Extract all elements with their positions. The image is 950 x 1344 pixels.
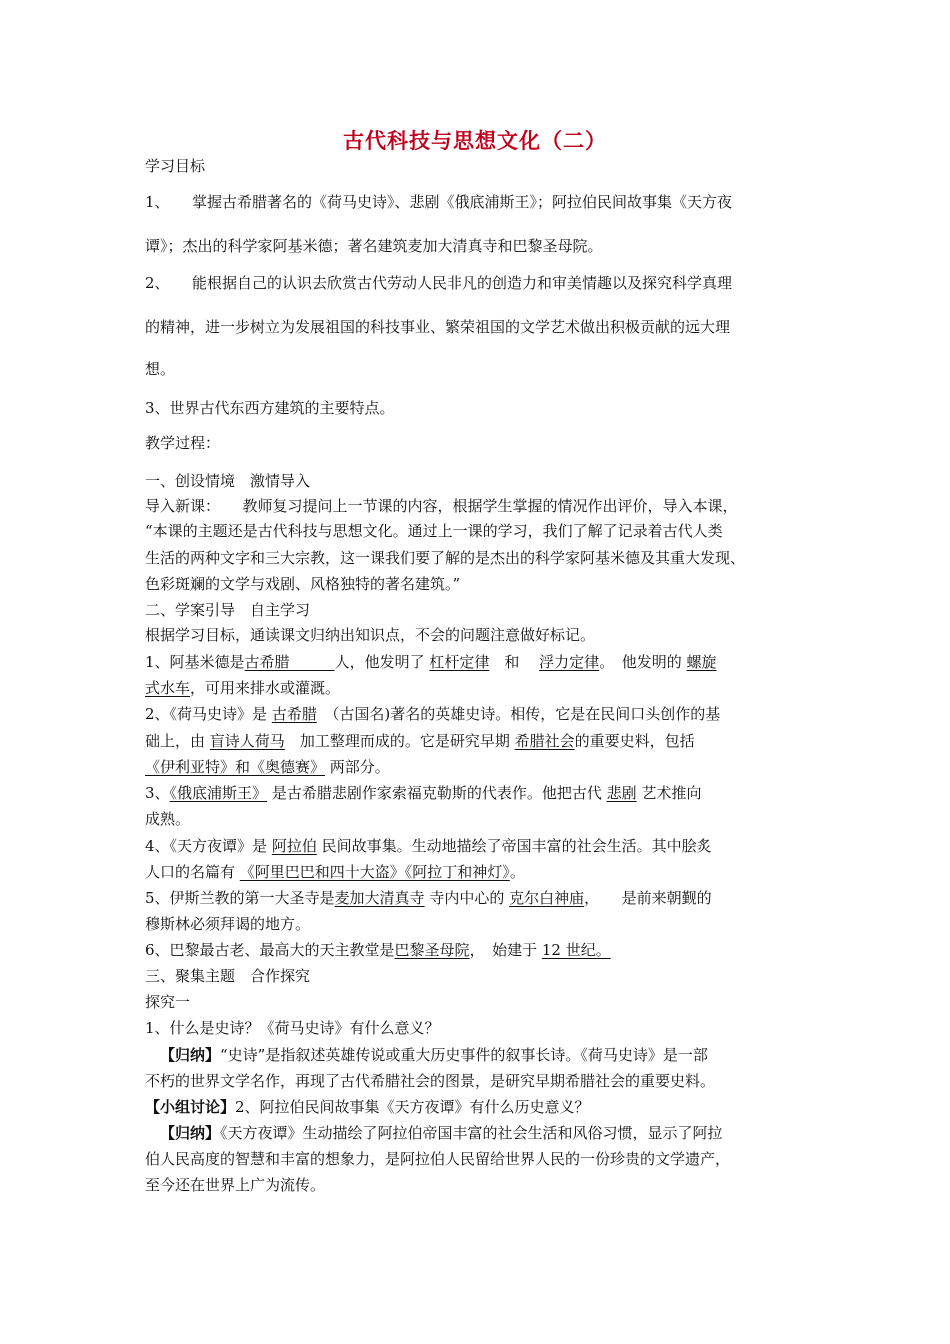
q6-answer-cathedral: 巴黎圣母院	[394, 941, 470, 959]
q4-answer-stories: 《阿里巴巴和四十大盗》《阿拉丁和神灯》	[239, 863, 510, 881]
summary-text: “史诗”是指叙述英雄传说或重大历史事件的叙事长诗。《荷马史诗》是一部	[220, 1046, 708, 1064]
question-3-line-2: 成熟。	[145, 810, 191, 828]
summary-tag: 【归纳】	[160, 1124, 221, 1142]
q3-text: 是古希腊悲剧作家索福克勒斯的代表作。他把古代	[271, 784, 602, 802]
question-1-line-1	[145, 651, 717, 673]
question-4-line-1	[145, 835, 712, 857]
intro-line-4: 色彩斑斓的文学与戏剧、风格独特的著名建筑。”	[145, 575, 461, 593]
q2-text: （古国名)著名的英雄史诗。相传，它是在民间口头创作的基	[316, 705, 721, 723]
q2-text: 础上，由	[145, 732, 206, 750]
intro-line-1: 导入新课： 教师复习提问上一节课的内容，根据学生掌握的情况作出评价，导入本课，	[145, 497, 738, 515]
intro-line-2: “本课的主题还是古代科技与思想文化。通过上一课的学习，我们了解了记录着古代人类	[145, 522, 723, 540]
q1-answer-lever: 杠杆定律	[429, 653, 490, 671]
q2-answer-works: 《伊利亚特》和《奥德赛》	[145, 758, 326, 776]
intro-line-3: 生活的两种文字和三大宗教，这一课我们要了解的是杰出的科学家阿基米德及其重大发现、	[145, 549, 746, 567]
q1-text: 。 他发明的	[599, 653, 682, 671]
discussion-text: 2、阿拉伯民间故事集《天方夜谭》有什么历史意义？	[235, 1098, 590, 1116]
question-2-line-2	[145, 730, 695, 752]
section-2-instruction: 根据学习目标，通读课文归纳出知识点，不会的问题注意做好标记。	[145, 626, 596, 644]
q2-answer-country: 古希腊	[271, 705, 317, 723]
section-2-heading: 二、学案引导 自主学习	[145, 601, 311, 619]
q1-text: ，可用来排水或灌溉。	[190, 679, 341, 697]
q4-text: 。	[509, 863, 525, 881]
process-heading: 教学过程：	[145, 434, 221, 452]
question-2-line-3	[145, 756, 390, 778]
q1-answer-buoyancy: 浮力定律	[539, 653, 600, 671]
question-2-line-1	[145, 703, 720, 725]
q3-text: 艺术推向	[641, 784, 702, 802]
section-1-heading: 一、创设情境 激情导入	[145, 472, 311, 490]
summary-2-line-2: 伯人民高度的智慧和丰富的想象力，是阿拉伯人民留给世界人民的一份珍贵的文学遗产，	[145, 1150, 731, 1168]
discussion-line	[145, 1096, 590, 1118]
summary-1-line-2: 不朽的世界文学名作，再现了古代希腊社会的图景，是研究早期希腊社会的重要史料。	[145, 1072, 716, 1090]
summary-tag: 【归纳】	[160, 1046, 221, 1064]
q4-text: 4、《天方夜谭》是	[145, 837, 268, 855]
question-3-line-1	[145, 782, 701, 804]
q3-text: 3、	[145, 784, 170, 802]
goal-2-line-1: 2、 能根据自己的认识去欣赏古代劳动人民非凡的创造力和审美情趣以及探究科学真理	[145, 274, 733, 292]
q3-answer-play: 《俄底浦斯王》	[169, 784, 268, 802]
q5-answer-kaaba: 克尔白神庙	[509, 889, 585, 907]
q1-answer-screw-cont: 式水车	[145, 679, 191, 697]
summary-1-line-1	[160, 1044, 708, 1066]
page-title: 古代科技与思想文化（二）	[343, 128, 607, 153]
q2-text: 2、《荷马史诗》是	[145, 705, 268, 723]
summary-2-line-3: 至今还在世界上广为流传。	[145, 1176, 326, 1194]
goal-heading: 学习目标	[145, 157, 206, 175]
q4-answer-arab: 阿拉伯	[271, 837, 317, 855]
question-5-line-1	[145, 887, 712, 909]
q1-answer-screw: 螺旋	[686, 653, 717, 671]
q1-text: 人，他发明了	[334, 653, 425, 671]
discussion-tag: 【小组讨论】	[145, 1098, 236, 1116]
q5-text: 寺内中心的	[429, 889, 505, 907]
q2-text: 的重要史料，包括	[574, 732, 695, 750]
question-6	[145, 939, 611, 961]
explore-question-1: 1、什么是史诗？《荷马史诗》有什么意义？	[145, 1019, 440, 1037]
q1-text: 和	[489, 653, 535, 671]
section-3-heading: 三、聚集主题 合作探究	[145, 967, 311, 985]
q2-text: 两部分。	[329, 758, 390, 776]
summary-2-line-1	[160, 1122, 723, 1144]
q6-text: ， 始建于	[469, 941, 538, 959]
q5-text: 5、伊斯兰教的第一大圣寺是	[145, 889, 335, 907]
goal-1-line-1: 1、 掌握古希腊著名的《荷马史诗》、悲剧《俄底浦斯王》；阿拉伯民间故事集《天方夜	[145, 193, 733, 211]
summary-text: 《天方夜谭》生动描绘了阿拉伯帝国丰富的社会生活和风俗习惯，显示了阿拉	[220, 1124, 723, 1142]
q1-answer-country: 古希腊	[244, 653, 335, 671]
q5-answer-mosque: 麦加大清真寺	[334, 889, 425, 907]
goal-2-line-2: 的精神，进一步树立为发展祖国的科技事业、繁荣祖国的文学艺术做出积极贡献的远大理	[145, 318, 731, 336]
q4-text: 民间故事集。生动地描绘了帝国丰富的社会生活。其中脍炙	[321, 837, 712, 855]
q4-text: 人口的名篇有	[145, 863, 236, 881]
q2-answer-society: 希腊社会	[514, 732, 575, 750]
question-4-line-2	[145, 861, 525, 883]
q1-text: 1、阿基米德是	[145, 653, 245, 671]
goal-3: 3、世界古代东西方建筑的主要特点。	[145, 399, 395, 417]
question-1-line-2	[145, 677, 340, 699]
q5-text: ， 是前来朝觐的	[584, 889, 712, 907]
explore-heading: 探究一	[145, 993, 191, 1011]
q2-answer-homer: 盲诗人荷马	[209, 732, 285, 750]
q6-answer-century: 12 世纪。	[541, 941, 611, 959]
goal-1-line-2: 谭》；杰出的科学家阿基米德；著名建筑麦加大清真寺和巴黎圣母院。	[145, 237, 603, 255]
q3-answer-tragedy: 悲剧	[606, 784, 637, 802]
q2-text: 加工整理而成的。它是研究早期	[284, 732, 510, 750]
question-5-line-2: 穆斯林必须拜谒的地方。	[145, 915, 311, 933]
goal-2-line-3: 想。	[145, 360, 176, 378]
q6-text: 6、巴黎最古老、最高大的天主教堂是	[145, 941, 395, 959]
